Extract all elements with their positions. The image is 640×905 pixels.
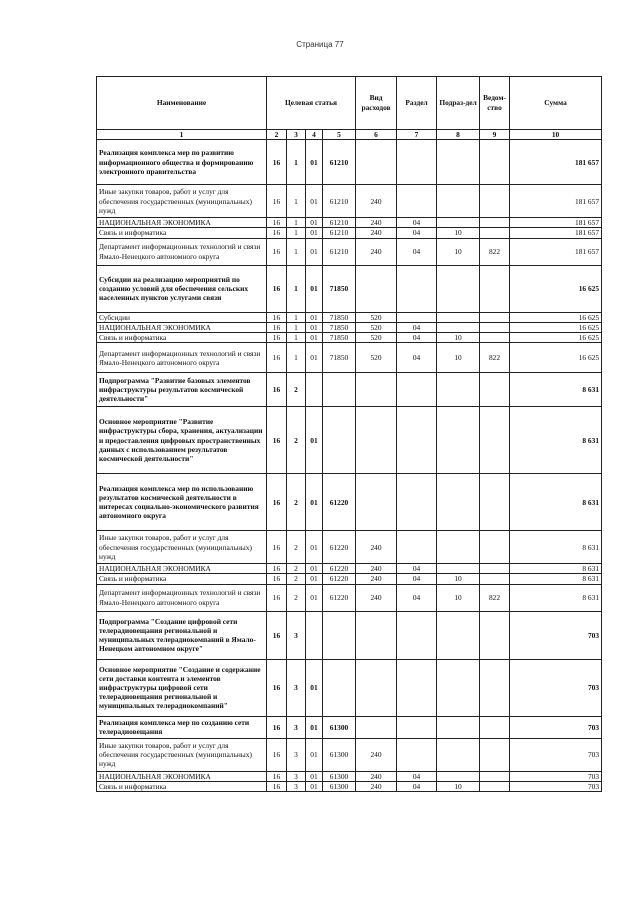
program-code: 16 <box>267 238 287 265</box>
row-name: Подпрограмма "Создание цифровой сети телерадиовещания региональной и муниципальных телерадиокомпаний в Ямало-Ненецком автономном округе" <box>97 611 267 659</box>
table-row <box>97 716 602 738</box>
row-name: Подпрограмма "Развитие базовых элементов инфраструктуры результатов космической деятельности" <box>97 373 267 407</box>
subsection-code <box>437 312 480 322</box>
section-code <box>397 716 437 738</box>
expense-type: 240 <box>356 564 397 574</box>
section-code <box>397 312 437 322</box>
sum-value: 703 <box>510 611 602 659</box>
row-name: Иные закупки товаров, работ и услуг для обеспечения государственных (муниципальных) нужд <box>97 531 267 564</box>
table-row <box>97 474 602 531</box>
subsection-code: 10 <box>437 343 480 373</box>
sum-value: 16 625 <box>510 265 602 312</box>
program-code: 16 <box>267 228 287 238</box>
column-number: 6 <box>356 130 397 140</box>
direction-code: 61210 <box>323 228 356 238</box>
department-code: 822 <box>480 238 510 265</box>
expense-type: 240 <box>356 574 397 584</box>
direction-code: 71850 <box>323 333 356 343</box>
program-code: 16 <box>267 185 287 218</box>
row-name: Реализация комплекса мер по использованию результатов космической деятельности в интересах социально-экономического развития автономного округа <box>97 474 267 531</box>
sum-value: 8 631 <box>510 564 602 574</box>
subsection-code <box>437 322 480 332</box>
expense-type <box>356 373 397 407</box>
sum-value: 703 <box>510 738 602 771</box>
column-number: 8 <box>437 130 480 140</box>
direction-code: 61300 <box>323 716 356 738</box>
measure-code: 01 <box>306 218 323 228</box>
table-row <box>97 407 602 474</box>
expense-type: 520 <box>356 312 397 322</box>
subsection-code: 10 <box>437 574 480 584</box>
header-expense-type: Вид расходов <box>356 77 397 130</box>
row-name: Реализация комплекса мер по развитию информационного общества и формированию электронного правительства <box>97 140 267 185</box>
header-subsection: Подраз-дел <box>437 77 480 130</box>
direction-code: 61210 <box>323 185 356 218</box>
measure-code: 01 <box>306 312 323 322</box>
row-name: Реализация комплекса мер по созданию сети телерадиовещания <box>97 716 267 738</box>
row-name: Связь и информатика <box>97 228 267 238</box>
column-number: 3 <box>287 130 306 140</box>
table-row <box>97 781 602 791</box>
program-code: 16 <box>267 584 287 611</box>
direction-code: 61210 <box>323 238 356 265</box>
subsection-code: 10 <box>437 333 480 343</box>
direction-code <box>323 407 356 474</box>
section-code: 04 <box>397 218 437 228</box>
subprogram-code: 1 <box>287 228 306 238</box>
direction-code: 71850 <box>323 343 356 373</box>
sum-value: 8 631 <box>510 474 602 531</box>
program-code: 16 <box>267 574 287 584</box>
table-body <box>97 140 602 792</box>
sum-value: 16 625 <box>510 333 602 343</box>
subsection-code <box>437 531 480 564</box>
table-row <box>97 531 602 564</box>
department-code <box>480 738 510 771</box>
subsection-code: 10 <box>437 238 480 265</box>
row-name: Субсидии на реализацию мероприятий по созданию условий для обеспечения сельских населенных пунктов услугами связи <box>97 265 267 312</box>
expense-type: 240 <box>356 531 397 564</box>
subsection-code <box>437 659 480 716</box>
program-code: 16 <box>267 265 287 312</box>
table-row <box>97 322 602 332</box>
direction-code: 71850 <box>323 312 356 322</box>
section-code <box>397 185 437 218</box>
measure-code: 01 <box>306 738 323 771</box>
table-row <box>97 238 602 265</box>
expense-type: 520 <box>356 343 397 373</box>
subprogram-code: 1 <box>287 238 306 265</box>
header-section: Раздел <box>397 77 437 130</box>
sum-value: 703 <box>510 659 602 716</box>
direction-code: 61300 <box>323 771 356 781</box>
section-code <box>397 738 437 771</box>
subprogram-code: 1 <box>287 322 306 332</box>
header-department: Ведом-ство <box>480 77 510 130</box>
direction-code: 61210 <box>323 218 356 228</box>
sum-value: 16 625 <box>510 343 602 373</box>
subprogram-code: 1 <box>287 312 306 322</box>
direction-code: 61300 <box>323 781 356 791</box>
budget-table <box>96 76 602 792</box>
subprogram-code: 3 <box>287 781 306 791</box>
row-name: Связь и информатика <box>97 333 267 343</box>
row-name: Департамент информационных технологий и связи Ямало-Ненецкого автономного округа <box>97 343 267 373</box>
sum-value: 8 631 <box>510 584 602 611</box>
section-code: 04 <box>397 228 437 238</box>
table-row <box>97 343 602 373</box>
measure-code: 01 <box>306 771 323 781</box>
subsection-code <box>437 771 480 781</box>
sum-value: 8 631 <box>510 574 602 584</box>
row-name: Иные закупки товаров, работ и услуг для обеспечения государственных (муниципальных) нужд <box>97 738 267 771</box>
department-code <box>480 564 510 574</box>
subprogram-code: 1 <box>287 333 306 343</box>
section-code: 04 <box>397 343 437 373</box>
program-code: 16 <box>267 322 287 332</box>
section-code: 04 <box>397 333 437 343</box>
section-code: 04 <box>397 584 437 611</box>
program-code: 16 <box>267 716 287 738</box>
column-number: 4 <box>306 130 323 140</box>
measure-code: 01 <box>306 228 323 238</box>
department-code: 822 <box>480 343 510 373</box>
section-code <box>397 265 437 312</box>
column-number: 9 <box>480 130 510 140</box>
row-name: НАЦИОНАЛЬНАЯ ЭКОНОМИКА <box>97 218 267 228</box>
program-code: 16 <box>267 312 287 322</box>
direction-code: 61220 <box>323 474 356 531</box>
subsection-code <box>437 611 480 659</box>
subprogram-code: 3 <box>287 716 306 738</box>
table-row <box>97 564 602 574</box>
subprogram-code: 2 <box>287 584 306 611</box>
measure-code: 01 <box>306 474 323 531</box>
department-code <box>480 373 510 407</box>
subprogram-code: 2 <box>287 474 306 531</box>
subprogram-code: 1 <box>287 265 306 312</box>
subprogram-code: 2 <box>287 407 306 474</box>
sum-value: 181 657 <box>510 185 602 218</box>
measure-code: 01 <box>306 238 323 265</box>
expense-type: 240 <box>356 584 397 611</box>
subprogram-code: 2 <box>287 574 306 584</box>
section-code <box>397 373 437 407</box>
subprogram-code: 1 <box>287 343 306 373</box>
table-row <box>97 611 602 659</box>
department-code <box>480 265 510 312</box>
program-code: 16 <box>267 659 287 716</box>
section-code: 04 <box>397 322 437 332</box>
section-code: 04 <box>397 781 437 791</box>
expense-type: 240 <box>356 185 397 218</box>
measure-code: 01 <box>306 531 323 564</box>
header-row <box>97 77 602 130</box>
table-row <box>97 738 602 771</box>
department-code <box>480 218 510 228</box>
column-number: 2 <box>267 130 287 140</box>
expense-type <box>356 265 397 312</box>
direction-code <box>323 373 356 407</box>
direction-code: 61300 <box>323 738 356 771</box>
measure-code: 01 <box>306 343 323 373</box>
department-code <box>480 716 510 738</box>
section-code <box>397 659 437 716</box>
measure-code: 01 <box>306 564 323 574</box>
row-name: Субсидии <box>97 312 267 322</box>
department-code <box>480 228 510 238</box>
program-code: 16 <box>267 474 287 531</box>
section-code <box>397 140 437 185</box>
measure-code: 01 <box>306 333 323 343</box>
program-code: 16 <box>267 781 287 791</box>
row-name: Иные закупки товаров, работ и услуг для обеспечения государственных (муниципальных) нужд <box>97 185 267 218</box>
direction-code: 61220 <box>323 531 356 564</box>
direction-code <box>323 611 356 659</box>
measure-code: 01 <box>306 574 323 584</box>
subsection-code <box>437 738 480 771</box>
row-name: Основное мероприятие "Развитие инфраструктуры сбора, хранения, актуализации и предоставления цифровых пространственных данных с использованием результатов космической деятельности" <box>97 407 267 474</box>
subsection-code <box>437 564 480 574</box>
subsection-code <box>437 265 480 312</box>
row-name: Связь и информатика <box>97 574 267 584</box>
header-target-article: Целевая статья <box>267 77 356 130</box>
expense-type: 240 <box>356 738 397 771</box>
subsection-code: 10 <box>437 584 480 611</box>
column-number: 1 <box>97 130 267 140</box>
subprogram-code: 3 <box>287 659 306 716</box>
program-code: 16 <box>267 218 287 228</box>
measure-code <box>306 373 323 407</box>
sum-value: 8 631 <box>510 407 602 474</box>
measure-code: 01 <box>306 322 323 332</box>
subprogram-code: 2 <box>287 531 306 564</box>
table-row <box>97 333 602 343</box>
expense-type <box>356 140 397 185</box>
department-code <box>480 185 510 218</box>
row-name: НАЦИОНАЛЬНАЯ ЭКОНОМИКА <box>97 771 267 781</box>
column-number-row <box>97 130 602 140</box>
measure-code: 01 <box>306 185 323 218</box>
expense-type <box>356 474 397 531</box>
measure-code: 01 <box>306 140 323 185</box>
header-name: Наименование <box>97 77 267 130</box>
measure-code: 01 <box>306 407 323 474</box>
row-name: НАЦИОНАЛЬНАЯ ЭКОНОМИКА <box>97 322 267 332</box>
expense-type: 520 <box>356 333 397 343</box>
subsection-code <box>437 185 480 218</box>
department-code <box>480 659 510 716</box>
row-name: Департамент информационных технологий и связи Ямало-Ненецкого автономного округа <box>97 238 267 265</box>
sum-value: 181 657 <box>510 218 602 228</box>
table-row <box>97 185 602 218</box>
program-code: 16 <box>267 140 287 185</box>
department-code <box>480 781 510 791</box>
table-row <box>97 140 602 185</box>
sum-value: 703 <box>510 771 602 781</box>
table-row <box>97 373 602 407</box>
table-row <box>97 218 602 228</box>
table-row <box>97 265 602 312</box>
department-code <box>480 574 510 584</box>
measure-code: 01 <box>306 584 323 611</box>
column-number: 5 <box>323 130 356 140</box>
direction-code: 71850 <box>323 265 356 312</box>
department-code <box>480 611 510 659</box>
measure-code: 01 <box>306 781 323 791</box>
table-row <box>97 659 602 716</box>
program-code: 16 <box>267 407 287 474</box>
department-code: 822 <box>480 584 510 611</box>
expense-type: 240 <box>356 781 397 791</box>
column-number: 10 <box>510 130 602 140</box>
direction-code: 61220 <box>323 564 356 574</box>
direction-code: 61220 <box>323 584 356 611</box>
table-row <box>97 574 602 584</box>
table-row <box>97 584 602 611</box>
expense-type <box>356 659 397 716</box>
subprogram-code: 2 <box>287 564 306 574</box>
subprogram-code: 1 <box>287 218 306 228</box>
measure-code: 01 <box>306 265 323 312</box>
program-code: 16 <box>267 531 287 564</box>
department-code <box>480 474 510 531</box>
subprogram-code: 3 <box>287 771 306 781</box>
expense-type: 240 <box>356 771 397 781</box>
program-code: 16 <box>267 564 287 574</box>
subsection-code <box>437 474 480 531</box>
sum-value: 703 <box>510 716 602 738</box>
section-code <box>397 531 437 564</box>
sum-value: 703 <box>510 781 602 791</box>
sum-value: 8 631 <box>510 531 602 564</box>
table-row <box>97 228 602 238</box>
subsection-code <box>437 407 480 474</box>
subprogram-code: 3 <box>287 611 306 659</box>
department-code <box>480 407 510 474</box>
sum-value: 16 625 <box>510 322 602 332</box>
program-code: 16 <box>267 771 287 781</box>
row-name: НАЦИОНАЛЬНАЯ ЭКОНОМИКА <box>97 564 267 574</box>
subsection-code <box>437 373 480 407</box>
program-code: 16 <box>267 343 287 373</box>
table-row <box>97 312 602 322</box>
section-code <box>397 611 437 659</box>
subprogram-code: 3 <box>287 738 306 771</box>
page-number: Страница 77 <box>296 40 344 49</box>
measure-code: 01 <box>306 659 323 716</box>
direction-code <box>323 659 356 716</box>
sum-value: 16 625 <box>510 312 602 322</box>
department-code <box>480 140 510 185</box>
sum-value: 181 657 <box>510 140 602 185</box>
program-code: 16 <box>267 373 287 407</box>
program-code: 16 <box>267 611 287 659</box>
expense-type: 240 <box>356 218 397 228</box>
measure-code <box>306 611 323 659</box>
section-code: 04 <box>397 238 437 265</box>
subprogram-code: 2 <box>287 373 306 407</box>
sum-value: 181 657 <box>510 238 602 265</box>
subsection-code: 10 <box>437 228 480 238</box>
subprogram-code: 1 <box>287 185 306 218</box>
expense-type: 240 <box>356 238 397 265</box>
expense-type: 240 <box>356 228 397 238</box>
row-name: Департамент информационных технологий и связи Ямало-Ненецкого автономного округа <box>97 584 267 611</box>
direction-code: 71850 <box>323 322 356 332</box>
section-code: 04 <box>397 564 437 574</box>
program-code: 16 <box>267 333 287 343</box>
subsection-code <box>437 218 480 228</box>
section-code: 04 <box>397 771 437 781</box>
department-code <box>480 333 510 343</box>
expense-type <box>356 716 397 738</box>
subsection-code <box>437 140 480 185</box>
department-code <box>480 322 510 332</box>
subsection-code <box>437 716 480 738</box>
subprogram-code: 1 <box>287 140 306 185</box>
sum-value: 181 657 <box>510 228 602 238</box>
row-name: Основное мероприятие "Создание и содержание сети доставки контента и элементов инфраструктуры цифровой сети телерадиовещания региональной и муниципальных телерадиокомпаний" <box>97 659 267 716</box>
department-code <box>480 771 510 781</box>
row-name: Связь и информатика <box>97 781 267 791</box>
sum-value: 8 631 <box>510 373 602 407</box>
direction-code: 61220 <box>323 574 356 584</box>
direction-code: 61210 <box>323 140 356 185</box>
section-code <box>397 407 437 474</box>
expense-type <box>356 407 397 474</box>
department-code <box>480 312 510 322</box>
section-code <box>397 474 437 531</box>
program-code: 16 <box>267 738 287 771</box>
header-sum: Сумма <box>510 77 602 130</box>
department-code <box>480 531 510 564</box>
expense-type: 520 <box>356 322 397 332</box>
section-code: 04 <box>397 574 437 584</box>
table-row <box>97 771 602 781</box>
expense-type <box>356 611 397 659</box>
column-number: 7 <box>397 130 437 140</box>
subsection-code: 10 <box>437 781 480 791</box>
measure-code: 01 <box>306 716 323 738</box>
